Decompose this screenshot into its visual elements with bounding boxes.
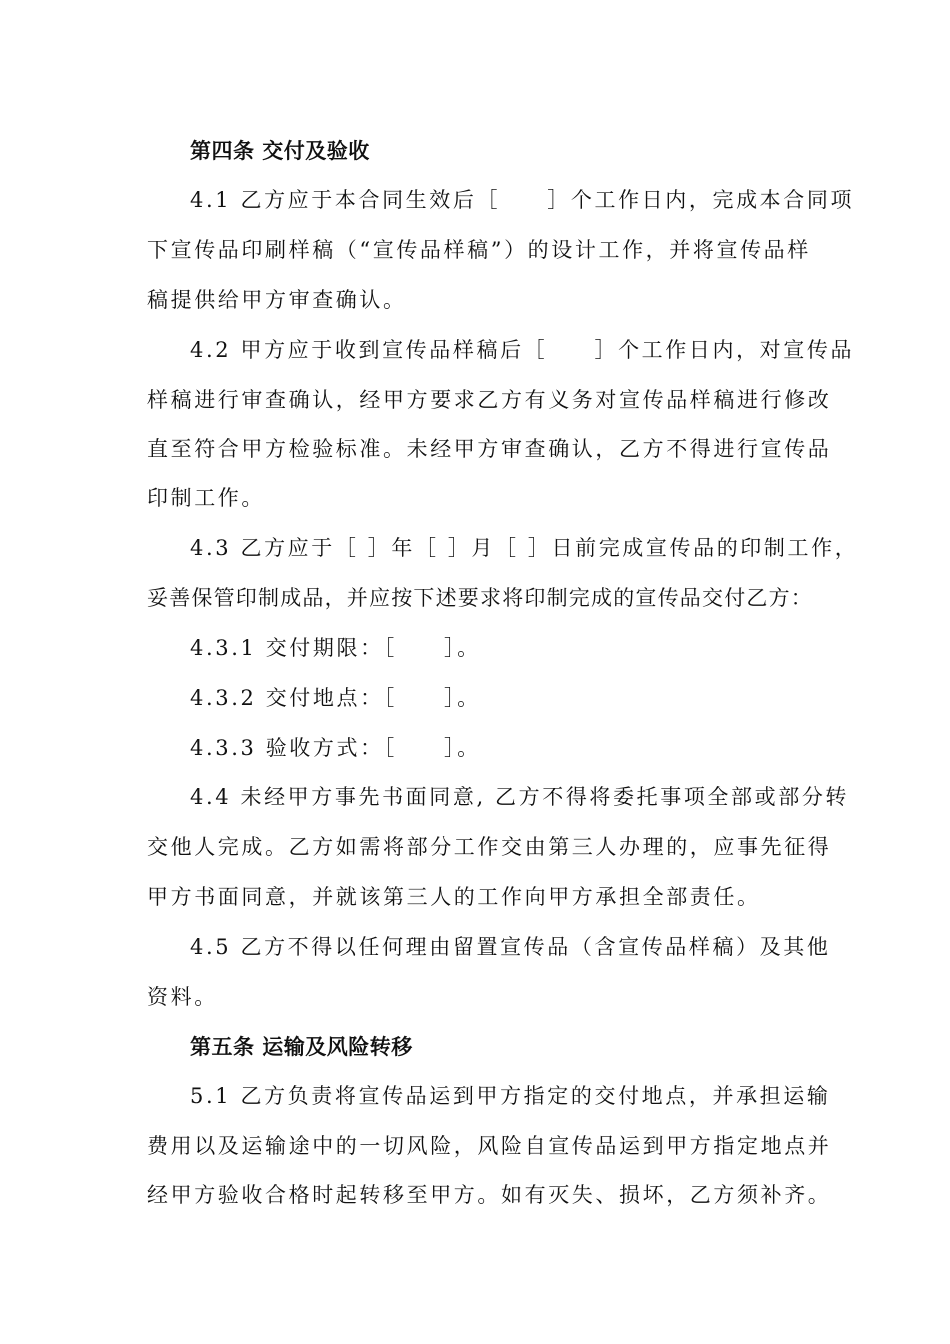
clause-5-1-line-2: 费用以及运输途中的一切风险，风险自宣传品运到甲方指定地点并 (147, 1134, 832, 1158)
clause-5-1-line-1: 5.1 乙方负责将宣传品运到甲方指定的交付地点，并承担运输 (190, 1084, 831, 1108)
clause-4-3-2: 4.3.2 交付地点：［ ］。 (190, 686, 481, 710)
clause-4-5-line-1: 4.5 乙方不得以任何理由留置宣传品（含宣传品样稿）及其他 (190, 935, 831, 959)
clause-4-2-line-1: 4.2 甲方应于收到宣传品样稿后［ ］个工作日内，对宣传品 (190, 338, 855, 362)
clause-4-3-line-1: 4.3 乙方应于［ ］年［ ］月［ ］日前完成宣传品的印制工作， (190, 536, 859, 560)
section-5-heading: 第五条 运输及风险转移 (190, 1035, 413, 1059)
clause-4-3-1: 4.3.1 交付期限：［ ］。 (190, 636, 481, 660)
clause-4-4-line-1: 4.4 未经甲方事先书面同意, 乙方不得将委托事项全部或部分转 (190, 785, 850, 809)
clause-5-1-line-3: 经甲方验收合格时起转移至甲方。如有灭失、损坏，乙方须补齐。 (147, 1183, 832, 1207)
section-4-heading: 第四条 交付及验收 (190, 139, 370, 163)
clause-4-4-line-2: 交他人完成。乙方如需将部分工作交由第三人办理的，应事先征得 (147, 835, 832, 859)
clause-4-1-line-1: 4.1 乙方应于本合同生效后［ ］个工作日内，完成本合同项 (190, 188, 855, 212)
clause-4-2-line-2: 样稿进行审查确认，经甲方要求乙方有义务对宣传品样稿进行修改 (147, 388, 832, 412)
clause-4-4-line-3: 甲方书面同意，并就该第三人的工作向甲方承担全部责任。 (147, 885, 761, 909)
clause-4-1-line-3: 稿提供给甲方审查确认。 (147, 288, 407, 312)
clause-4-3-line-2: 妥善保管印制成品，并应按下述要求将印制完成的宣传品交付乙方： (147, 586, 813, 610)
clause-4-1-line-2: 下宣传品印刷样稿（“宣传品样稿”）的设计工作，并将宣传品样 (147, 238, 811, 262)
clause-4-3-3: 4.3.3 验收方式：［ ］。 (190, 736, 481, 760)
clause-4-5-line-2: 资料。 (147, 985, 218, 1009)
clause-4-2-line-3: 直至符合甲方检验标准。未经甲方审查确认，乙方不得进行宣传品 (147, 437, 832, 461)
clause-4-2-line-4: 印制工作。 (147, 486, 265, 510)
